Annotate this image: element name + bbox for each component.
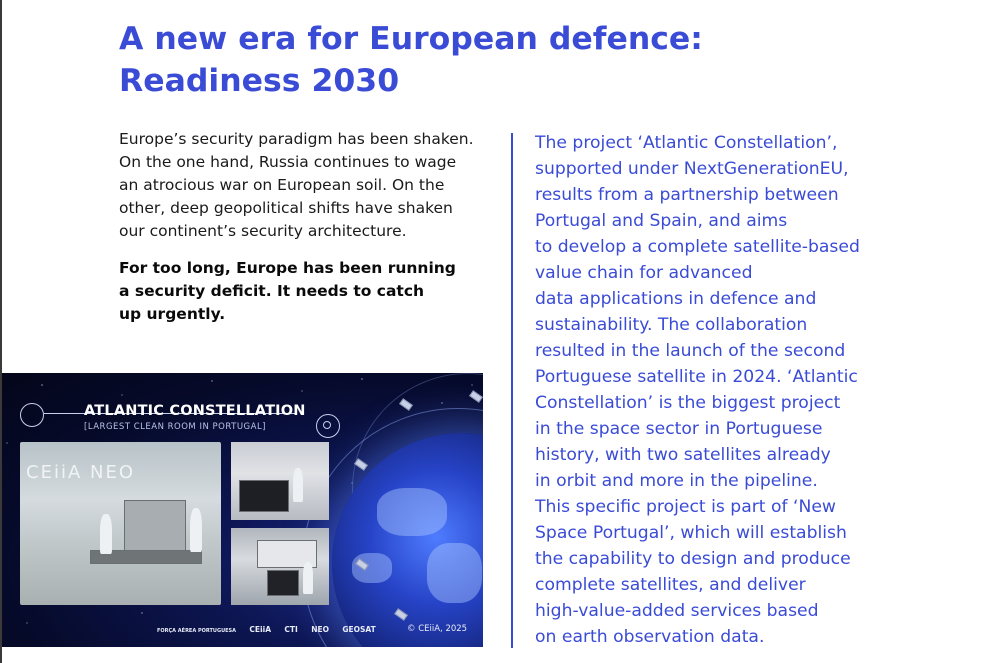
sidebar-line: the capability to design and produce — [535, 549, 851, 569]
sidebar-line: sustainability. The collaboration — [535, 315, 808, 335]
logo-neo: NEO — [311, 625, 329, 634]
technician-figure — [100, 514, 112, 554]
intro-line: our continent’s security architecture. — [119, 222, 407, 240]
title-line: A new era for European defence: — [119, 21, 703, 57]
sidebar-line: complete satellites, and deliver — [535, 575, 806, 595]
satellite-panel — [267, 570, 299, 596]
sidebar-line: to develop a complete satellite-based — [535, 237, 860, 257]
photo-heading: ATLANTIC CONSTELLATION — [84, 403, 306, 419]
sidebar-line: in orbit and more in the pipeline. — [535, 471, 818, 491]
atlantic-constellation-photo — [2, 373, 483, 647]
technician-figure — [303, 562, 313, 594]
clean-room-photo-bottom — [231, 528, 329, 605]
sidebar-line: data applications in defence and — [535, 289, 817, 309]
sidebar-line: Space Portugal’, which will establish — [535, 523, 847, 543]
clean-room-photo-main — [20, 442, 221, 605]
sidebar-line: on earth observation data. — [535, 627, 765, 647]
sidebar-line: This specific project is part of ‘New — [535, 497, 836, 517]
partner-logos — [157, 625, 387, 634]
logo-geosat: GEOSAT — [342, 625, 376, 634]
decorative-circle-icon — [20, 403, 44, 427]
photo-subheading: [LARGEST CLEAN ROOM IN PORTUGAL] — [84, 422, 266, 432]
sidebar-line: results from a partnership between — [535, 185, 839, 205]
intro-line: an atrocious war on European soil. On the — [119, 176, 445, 194]
globe-landmass — [377, 488, 447, 536]
emphasis-paragraph — [119, 257, 489, 326]
clean-room-photo-top — [231, 442, 329, 520]
sidebar-line: value chain for advanced — [535, 263, 753, 283]
logo-forca-aerea: FORÇA AÉREA PORTUGUESA — [157, 628, 237, 634]
intro-line: other, deep geopolitical shifts have shaken — [119, 199, 453, 217]
title-line: Readiness 2030 — [119, 63, 400, 99]
sidebar-line: Constellation’ is the biggest project — [535, 393, 841, 413]
emphasis-line: For too long, Europe has been running — [119, 259, 456, 277]
intro-paragraph — [119, 128, 489, 243]
sidebar-line: in the space sector in Portuguese — [535, 419, 823, 439]
intro-line: Europe’s security paradigm has been shaken. — [119, 130, 474, 148]
satellite-structure — [124, 500, 186, 554]
logo-cti: CTI — [284, 625, 298, 634]
emphasis-line: up urgently. — [119, 305, 226, 323]
sidebar-text — [535, 130, 975, 650]
sidebar-line: Portugal and Spain, and aims — [535, 211, 788, 231]
photo-credit: © CEiiA, 2025 — [407, 624, 468, 634]
globe-landmass — [427, 543, 482, 603]
sidebar-line: high-value-added services based — [535, 601, 819, 621]
page-title — [119, 18, 739, 102]
sidebar-line: resulted in the launch of the second — [535, 341, 846, 361]
technician-figure — [293, 468, 303, 502]
satellite-panel — [239, 480, 289, 512]
wall-lettering: CEiiA NEO — [26, 462, 135, 483]
target-circle-icon — [316, 414, 340, 438]
intro-column — [119, 128, 489, 326]
logo-ceiia: CEiiA — [249, 625, 271, 634]
sidebar-line: Portuguese satellite in 2024. ‘Atlantic — [535, 367, 858, 387]
emphasis-line: a security deficit. It needs to catch — [119, 282, 425, 300]
sidebar-line: supported under NextGenerationEU, — [535, 159, 849, 179]
sidebar-line: The project ‘Atlantic Constellation’, — [535, 133, 838, 153]
intro-line: On the one hand, Russia continues to wage — [119, 153, 457, 171]
column-divider — [511, 133, 513, 648]
sidebar-line: history, with two satellites already — [535, 445, 831, 465]
technician-figure — [190, 508, 202, 552]
